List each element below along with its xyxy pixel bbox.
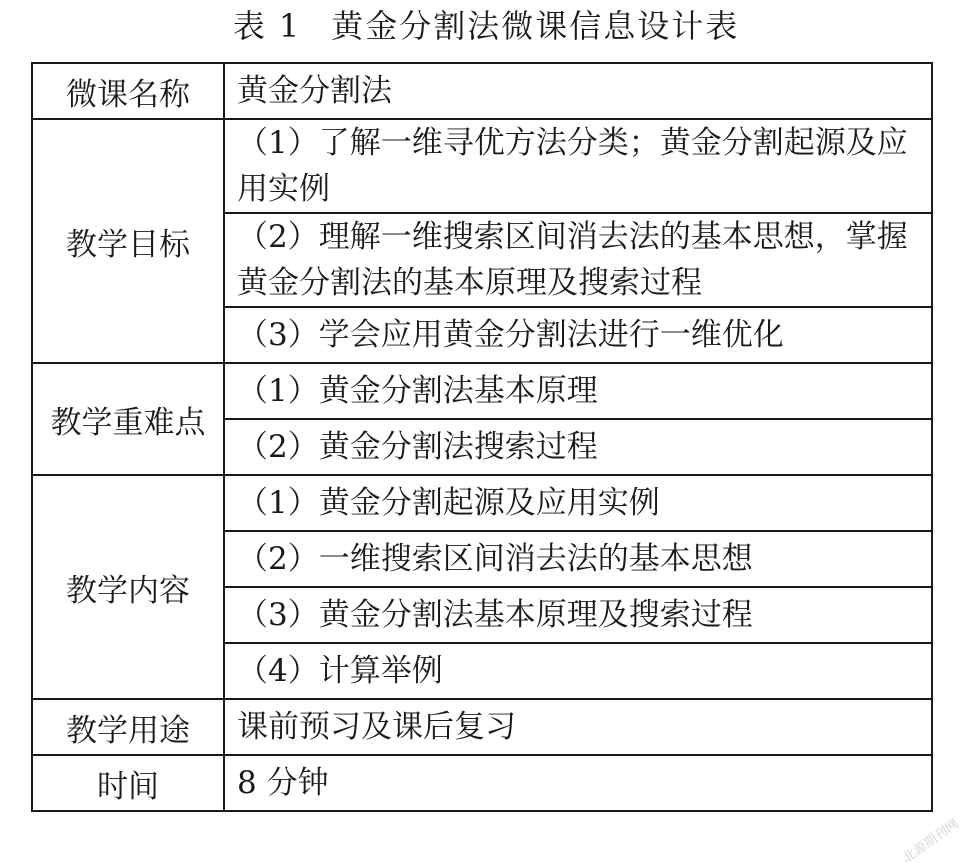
- row-header-usage: 教学用途: [32, 699, 224, 755]
- table-row-usage: [32, 699, 932, 755]
- content-item-3: （3）黄金分割法基本原理及搜索过程: [224, 587, 932, 643]
- table-row-course-name: [32, 63, 932, 119]
- course-info-table: [31, 62, 933, 812]
- objective-item-1: （1）了解一维寻优方法分类；黄金分割起源及应用实例: [224, 119, 932, 213]
- table-row-time: [32, 755, 932, 811]
- content-item-4: （4）计算举例: [224, 643, 932, 699]
- keypoint-item-1: （1）黄金分割法基本原理: [224, 363, 932, 419]
- usage-value: 课前预习及课后复习: [224, 699, 932, 755]
- keypoint-item-2: （2）黄金分割法搜索过程: [224, 419, 932, 475]
- table-title: 黄金分割法微课信息设计表: [331, 7, 740, 45]
- row-header-objectives: 教学目标: [32, 119, 224, 363]
- watermark: 北源期刊网: [900, 816, 962, 866]
- content-item-1: （1）黄金分割起源及应用实例: [224, 475, 932, 531]
- row-header-content: 教学内容: [32, 475, 224, 699]
- table-caption: [0, 4, 972, 48]
- row-header-key-points: 教学重难点: [32, 363, 224, 475]
- row-header-time: 时间: [32, 755, 224, 811]
- objective-item-3: （3）学会应用黄金分割法进行一维优化: [224, 307, 932, 363]
- time-value: 8 分钟: [224, 755, 932, 811]
- row-header-course-name: 微课名称: [32, 63, 224, 119]
- table-row-objective-1: [32, 119, 932, 213]
- course-name-value: 黄金分割法: [224, 63, 932, 119]
- content-item-2: （2）一维搜索区间消去法的基本思想: [224, 531, 932, 587]
- objective-item-2: （2）理解一维搜索区间消去法的基本思想，掌握黄金分割法的基本原理及搜索过程: [224, 213, 932, 307]
- table-number: 表 1: [232, 7, 302, 45]
- table-row-content-1: [32, 475, 932, 531]
- table-row-keypoint-1: [32, 363, 932, 419]
